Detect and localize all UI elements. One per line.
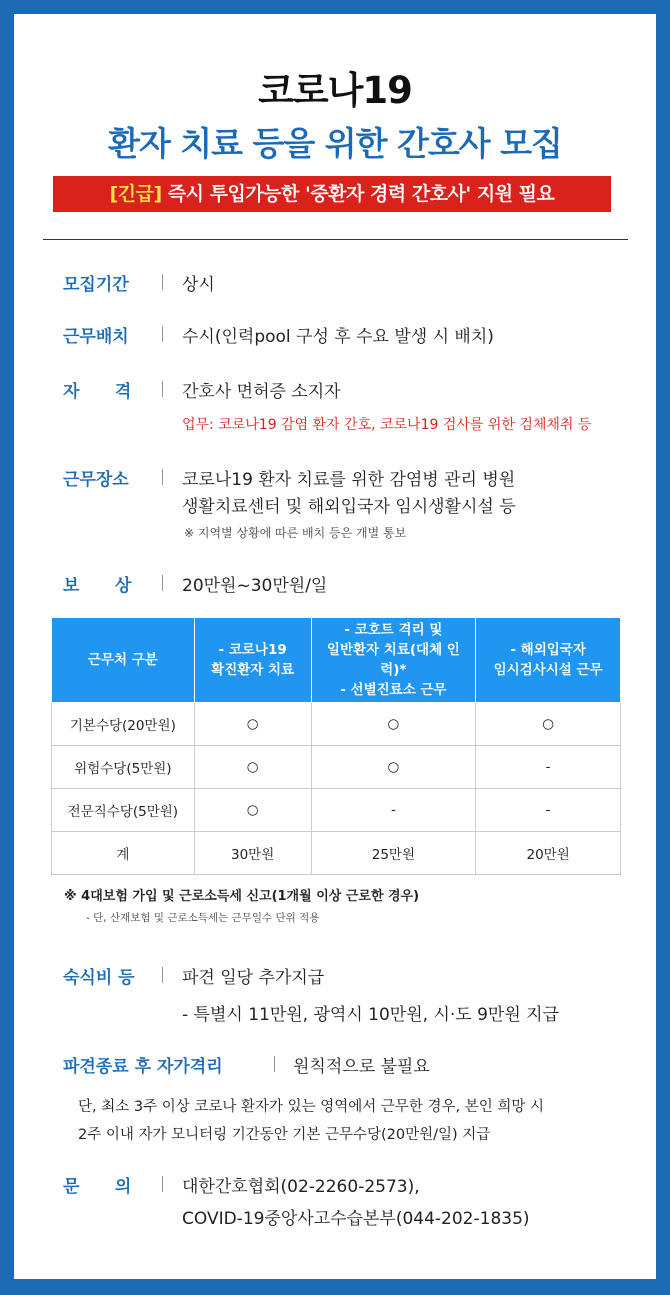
header-confirmed-patients: - 코로나19 확진환자 치료	[194, 618, 311, 703]
urgent-end: 지원 필요	[470, 183, 555, 205]
isolation-value: 원칙적으로 불필요	[293, 1057, 430, 1077]
header-category: 근무처 구분	[52, 618, 195, 703]
table-cell: ○	[311, 746, 476, 789]
footnote-detail: - 단, 산재보험 및 근로소득세는 근무일수 단위 적용	[86, 912, 320, 924]
place-label: 근무장소	[63, 470, 129, 490]
urgent-banner	[53, 176, 611, 212]
place-note: ※ 지역별 상황에 따른 배치 등은 개별 통보	[184, 526, 407, 540]
assign-value: 수시(인력pool 구성 후 수요 발생 시 배치)	[182, 327, 494, 347]
table-total-row	[52, 832, 621, 875]
isolation-note-1: 단, 최소 3주 이상 코로나 환자가 있는 영역에서 근무한 경우, 본인 희망 시	[78, 1099, 544, 1115]
table-cell: ○	[194, 789, 311, 832]
lodging-label: 숙식비 등	[63, 968, 135, 988]
urgent-mid: 즉시 투입가능한	[161, 183, 306, 205]
table-cell: 30만원	[194, 832, 311, 875]
contact-label: 문 의	[63, 1177, 132, 1197]
separator	[162, 326, 163, 342]
table-row	[52, 746, 621, 789]
urgent-tag: [긴급]	[109, 183, 162, 205]
separator	[162, 469, 163, 485]
separator	[162, 967, 163, 983]
title-recruitment: 환자 치료 등을 위한 간호사 모집	[108, 124, 562, 163]
assign-label: 근무배치	[63, 327, 129, 347]
table-cell: 20만원	[476, 832, 621, 875]
urgent-highlight: '중환자 경력 간호사'	[305, 183, 471, 205]
qual-label: 자 격	[63, 382, 132, 402]
separator	[162, 575, 163, 591]
table-row	[52, 789, 621, 832]
qual-value: 간호사 면허증 소지자	[182, 382, 341, 402]
separator	[162, 381, 163, 397]
table-cell: ○	[311, 703, 476, 746]
separator	[274, 1056, 275, 1072]
table-cell: ○	[194, 703, 311, 746]
title-covid19: 코로나19	[258, 69, 412, 112]
table-cell: 계	[52, 832, 195, 875]
divider	[43, 239, 628, 240]
contact-value-2: COVID-19중앙사고수습본부(044-202-1835)	[182, 1209, 530, 1229]
table-header-row	[52, 618, 621, 703]
contact-value-1: 대한간호협회(02-2260-2573),	[182, 1177, 420, 1197]
pay-value: 20만원~30만원/일	[182, 576, 328, 596]
pay-table	[51, 617, 621, 875]
table-cell: -	[311, 789, 476, 832]
table-cell: 위험수당(5만원)	[52, 746, 195, 789]
period-value: 상시	[182, 275, 215, 295]
isolation-note-2: 2주 이내 자가 모니터링 기간동안 기본 근무수당(20만원/일) 지급	[78, 1127, 491, 1143]
period-label: 모집기간	[63, 275, 129, 295]
table-cell: 기본수당(20만원)	[52, 703, 195, 746]
table-row	[52, 703, 621, 746]
separator	[162, 274, 163, 290]
isolation-label: 파견종료 후 자가격리	[63, 1057, 223, 1077]
table-cell: 전문직수당(5만원)	[52, 789, 195, 832]
place-value-2: 생활치료센터 및 해외입국자 임시생활시설 등	[182, 497, 516, 517]
table-cell: ○	[476, 703, 621, 746]
header-cohort-isolation: - 코호트 격리 및 일반환자 치료(대체 인력)* - 선별진료소 근무	[311, 618, 476, 703]
table-cell: ○	[194, 746, 311, 789]
table-cell: 25만원	[311, 832, 476, 875]
separator	[162, 1176, 163, 1192]
table-cell: -	[476, 746, 621, 789]
place-value-1: 코로나19 환자 치료를 위한 감염병 관리 병원	[182, 470, 516, 490]
lodging-value: 파견 일당 추가지급	[182, 968, 325, 988]
footnote-insurance: ※ 4대보험 가입 및 근로소득세 신고(1개월 이상 근로한 경우)	[64, 889, 420, 904]
table-cell: -	[476, 789, 621, 832]
header-overseas-entry: - 해외입국자 임시검사시설 근무	[476, 618, 621, 703]
qual-duty: 업무: 코로나19 감염 환자 간호, 코로나19 검사를 위한 검체채취 등	[182, 417, 592, 433]
pay-label: 보 상	[63, 576, 132, 596]
lodging-detail: - 특별시 11만원, 광역시 10만원, 시·도 9만원 지급	[182, 1005, 560, 1025]
